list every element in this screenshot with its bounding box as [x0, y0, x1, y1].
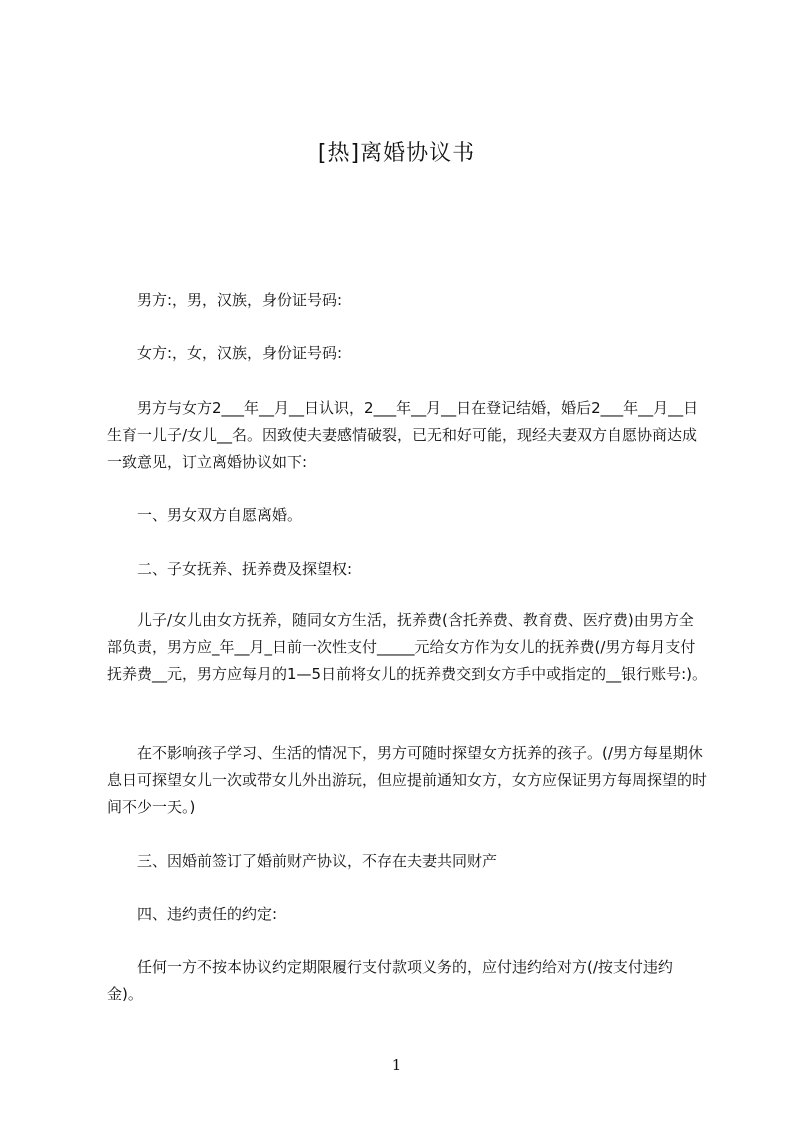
page-number: 1 — [391, 1056, 402, 1074]
paragraph-male-party: 男方:，男，汉族，身份证号码: — [137, 291, 343, 309]
paragraph-breach-liability: 任何一方不按本协议约定期限履行支付款项义务的，应付违约给对方(/按支付违约金)。 — [107, 958, 673, 1003]
clause-1-heading: 一、男女双方自愿离婚。 — [137, 506, 303, 524]
clause-2-heading: 二、子女抚养、抚养费及探望权: — [137, 560, 353, 578]
clause-4-heading: 四、违约责任的约定: — [137, 905, 278, 923]
paragraph-background: 男方与女方2___年__月__日认识，2___年__月__日在登记结婚，婚后2___年__月__日生育一儿子/女儿__名。因致使夫妻感情破裂，已无和好可能，现经夫妻双方自愿协商达成一致意见，订立离婚协议如下: — [107, 399, 699, 471]
document-title: [热]离婚协议书 — [317, 141, 476, 166]
clause-3-heading: 三、因婚前签订了婚前财产协议，不存在夫妻共同财产 — [137, 852, 498, 870]
paragraph-female-party: 女方:，女，汉族，身份证号码: — [137, 344, 343, 362]
paragraph-visitation: 在不影响孩子学习、生活的情况下，男方可随时探望女方抚养的孩子。(/男方每星期休息日可探望女儿一次或带女儿外出游玩，但应提前通知女方，女方应保证男方每周探望的时间不少一天。) — [107, 744, 708, 816]
paragraph-child-custody: 儿子/女儿由女方抚养，随同女方生活，抚养费(含托养费、教育费、医疗费)由男方全部负责，男方应_年__月_日前一次性支付_____元给女方作为女儿的抚养费(/男方每月支付抚养费__元，男方应每月的1—5日前将女儿的抚养费交到女方手中或指定的__银行账号:)。 — [107, 611, 707, 683]
